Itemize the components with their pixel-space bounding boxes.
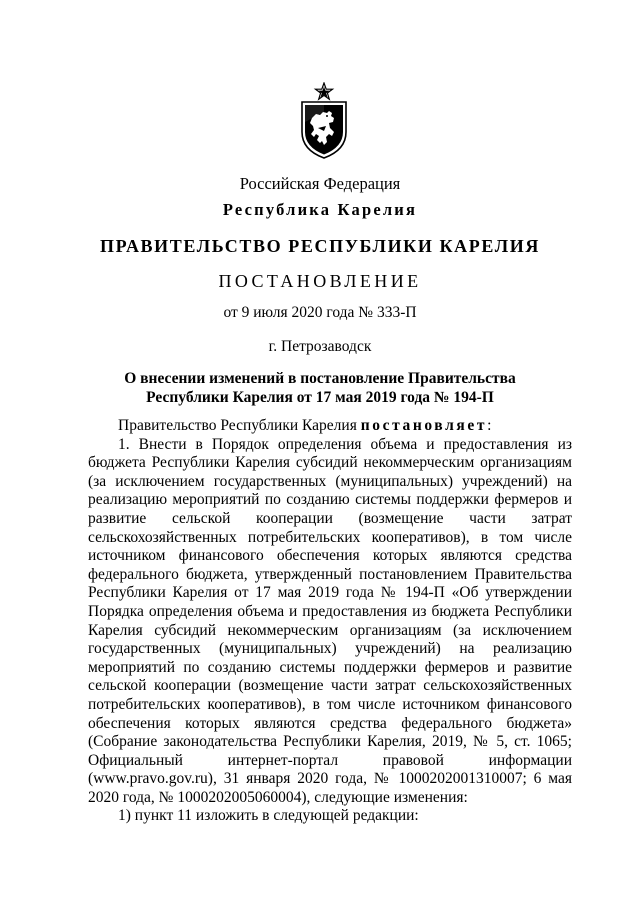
document-body [88, 417, 572, 826]
document-title [0, 369, 640, 407]
karelia-coat-of-arms-icon [296, 82, 352, 160]
intro-suffix: : [487, 417, 492, 434]
federation-name: Российская Федерация [239, 174, 401, 193]
intro-resolves: постановляет [360, 417, 488, 434]
document-date-number: от 9 июля 2020 года № 333-П [223, 304, 417, 321]
government-name: ПРАВИТЕЛЬСТВО РЕСПУБЛИКИ КАРЕЛИЯ [100, 236, 540, 256]
paragraph-1: 1. Внести в Порядок определения объема и предоставления из бюджета Республики Карелия субсидий некоммерческим организациям (за исключением государственных (муниципальных) учреждений) на реализацию мероприятий по созданию системы поддержки фермеров и развитие сельской кооперации (возмещение части затрат сельскохозяйственных потребительских кооперативов), в том числе источником финансового обеспечения которых являются средства федерального бюджета, утвержденный постановлением Правительства Республики Карелия от 17 мая 2019 года № 194-П «Об утверждении Порядка определения объема и предоставления из бюджета Республики Карелия субсидий некоммерческим организациям (за исключением государственных (муниципальных) учреждений) на реализацию мероприятий по созданию системы поддержки фермеров и развитие сельской кооперации (возмещение части затрат сельскохозяйственных потребительских кооперативов), в том числе источником финансового обеспечения которых являются средства федерального бюджета» (Собрание законодательства Республики Карелия, 2019, № 5, ст. 1065; Официальный интернет-портал правовой информации (www.pravo.gov.ru), 31 января 2020 года, № 1000202001310007; 6 мая 2020 года, № 1000202005060004), следующие изменения: [88, 435, 572, 806]
document-city: г. Петрозаводск [268, 338, 372, 355]
document-type: ПОСТАНОВЛЕНИЕ [218, 271, 422, 291]
item-1: 1) пункт 11 изложить в следующей редакции: [118, 807, 419, 825]
document-title-line-2: Республики Карелия от 17 мая 2019 года № 194-П [146, 389, 494, 406]
republic-name: Республика Карелия [222, 200, 418, 219]
intro-prefix: Правительство Республики Карелия [118, 417, 361, 434]
intro-paragraph [88, 417, 572, 436]
document-title-line-1: О внесении изменений в постановление Правительства [124, 370, 516, 387]
